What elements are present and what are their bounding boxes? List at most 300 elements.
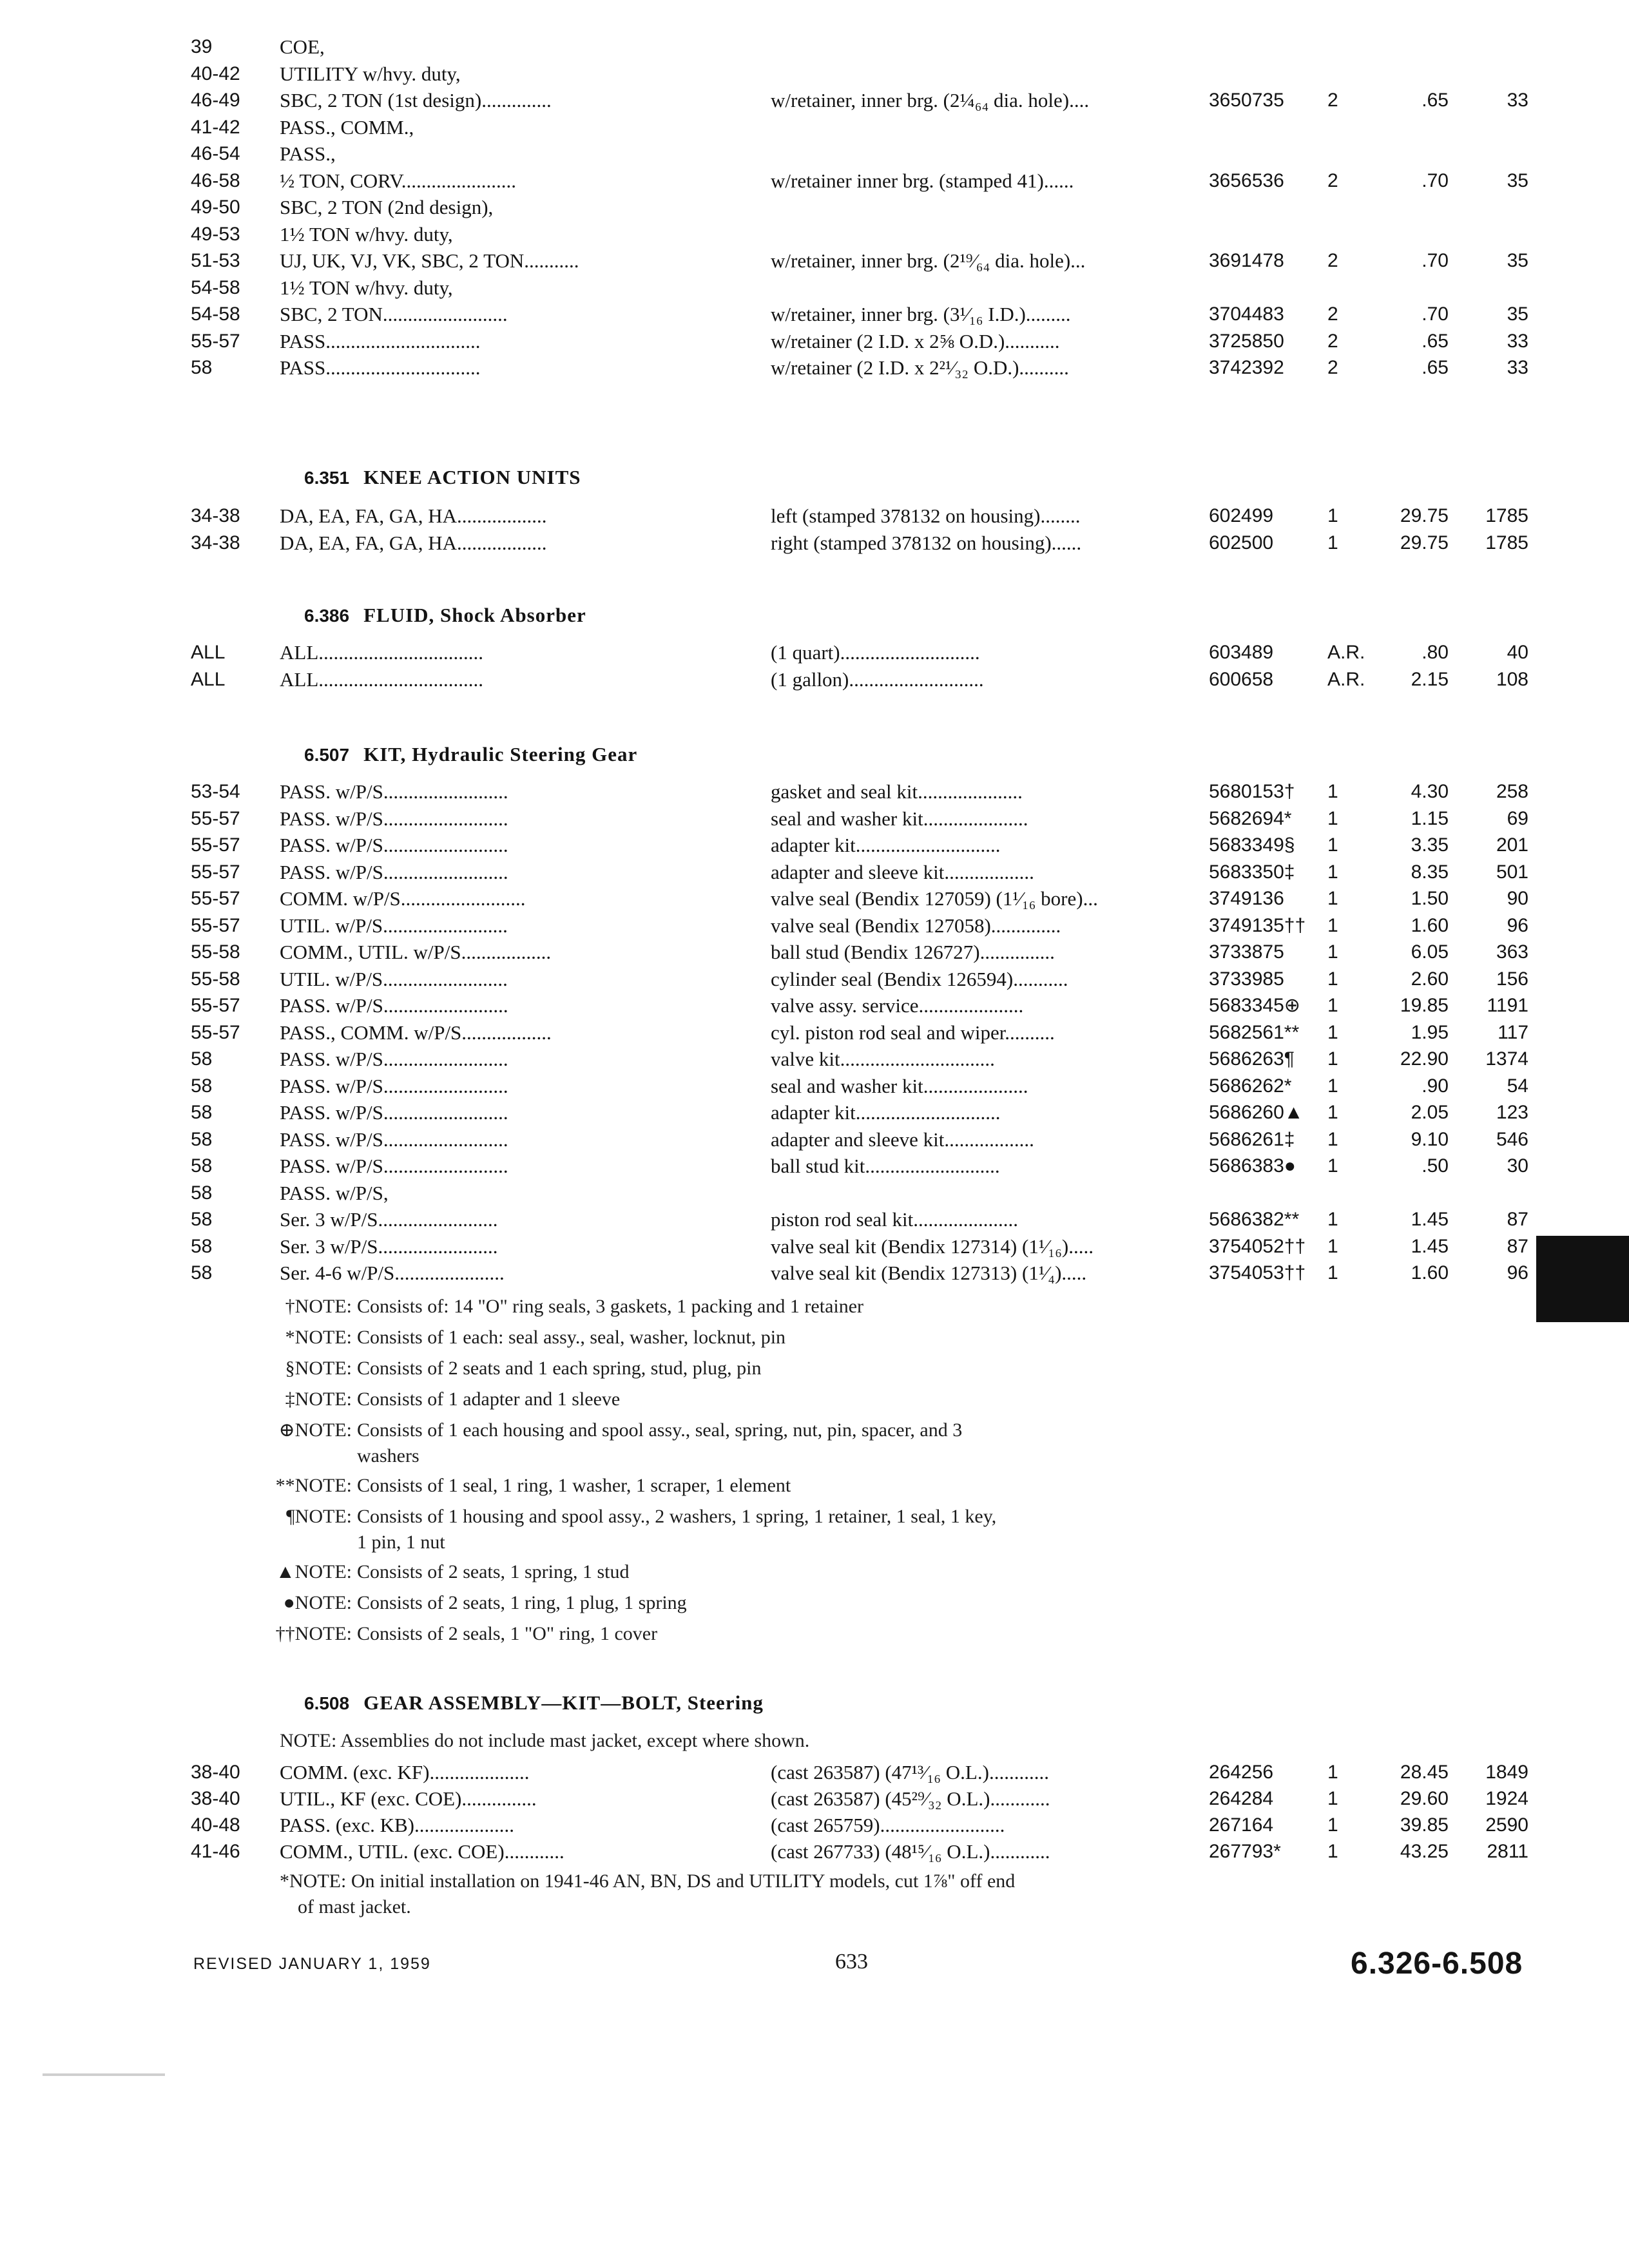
cell-part: 264256 <box>1209 1762 1274 1783</box>
table-row <box>0 1153 1629 1180</box>
footnote-mark: **NOTE: <box>275 1475 352 1496</box>
table-row <box>0 912 1629 939</box>
cell-part: 5683349§ <box>1209 834 1295 856</box>
cell-code: 35 <box>1507 250 1528 271</box>
cell-qty: 1 <box>1327 834 1338 856</box>
cell-code: 1785 <box>1485 505 1528 526</box>
cell-model: PASS. w/P/S......................... <box>280 860 508 883</box>
cell-part: 3656536 <box>1209 169 1284 191</box>
mast-jacket-note <box>280 1869 1246 1920</box>
footnote <box>238 1621 1205 1647</box>
cell-qty: 1 <box>1327 1262 1338 1283</box>
cell-model: PASS. w/P/S......................... <box>280 780 508 803</box>
cell-code: 117 <box>1498 1021 1528 1043</box>
cell-price: 2.15 <box>1411 669 1449 690</box>
cell-desc: adapter kit............................. <box>771 834 1001 856</box>
cell-desc: adapter kit............................. <box>771 1101 1001 1124</box>
footnote-text: Consists of 1 each housing and spool assy., seal, spring, nut, pin, spacer, and 3 <box>357 1419 963 1441</box>
table-row <box>0 1019 1629 1046</box>
cell-desc: cylinder seal (Bendix 126594)........... <box>771 967 1068 990</box>
cell-desc: (cast 263587) (45²⁹⁄₃₂ O.L.)............ <box>771 1787 1050 1810</box>
table-row <box>0 274 1629 302</box>
footnote <box>238 1387 1205 1412</box>
cell-desc: valve seal kit (Bendix 127313) (1¹⁄₄)..... <box>771 1262 1087 1284</box>
table-row <box>0 1073 1629 1100</box>
footnote-text: Consists of 2 seats, 1 ring, 1 plug, 1 spring <box>357 1592 687 1613</box>
cell-part: 5686263¶ <box>1209 1048 1295 1070</box>
cell-model: PASS. w/P/S......................... <box>280 807 508 830</box>
cell-qty: 2 <box>1327 250 1338 271</box>
cell-qty: 1 <box>1327 995 1338 1016</box>
cell-qty: 1 <box>1327 807 1338 829</box>
cell-year: 46-54 <box>191 143 240 164</box>
cell-year: 58 <box>191 1048 213 1070</box>
section-number: 6.508 <box>304 1693 350 1713</box>
cell-part: 3749136 <box>1209 888 1284 909</box>
cell-qty: 1 <box>1327 1814 1338 1836</box>
table-row <box>0 639 1629 666</box>
cell-code: 96 <box>1507 1262 1528 1283</box>
cell-model: COMM. (exc. KF).................... <box>280 1761 530 1783</box>
cell-code: 69 <box>1507 807 1528 829</box>
cell-year: 53-54 <box>191 781 240 802</box>
cell-qty: 1 <box>1327 1155 1338 1177</box>
cell-year: 58 <box>191 1262 213 1283</box>
cell-model: PASS. w/P/S, <box>280 1181 389 1204</box>
cell-price: .50 <box>1422 1155 1449 1177</box>
cell-qty: 1 <box>1327 1075 1338 1097</box>
cell-price: 4.30 <box>1411 781 1449 802</box>
cell-year: 58 <box>191 1102 213 1123</box>
section-heading-6351 <box>304 463 581 492</box>
table-row <box>0 939 1629 966</box>
cell-qty: 1 <box>1327 1102 1338 1123</box>
section-range: 6.326-6.508 <box>1351 1946 1523 1981</box>
cell-qty: 1 <box>1327 781 1338 802</box>
footnote-continuation: 1 pin, 1 nut <box>357 1532 445 1553</box>
cell-code: 30 <box>1507 1155 1528 1177</box>
scan-mark <box>43 2073 165 2076</box>
cell-year: 55-57 <box>191 861 240 883</box>
table-row <box>0 221 1629 248</box>
cell-price: 1.45 <box>1411 1235 1449 1257</box>
cell-part: 5680153† <box>1209 781 1295 802</box>
cell-desc: valve seal (Bendix 127059) (1¹⁄₁₆ bore)... <box>771 887 1098 910</box>
table-row <box>0 1099 1629 1126</box>
cell-qty: 1 <box>1327 505 1338 526</box>
cell-year: 55-57 <box>191 888 240 909</box>
cell-price: 39.85 <box>1400 1814 1449 1836</box>
cell-desc: valve kit............................... <box>771 1048 995 1070</box>
cell-part: 3650735 <box>1209 90 1284 111</box>
footnote-text: Consists of 2 seats and 1 each spring, stud, plug, pin <box>357 1358 762 1379</box>
cell-desc: ball stud (Bendix 126727)............... <box>771 941 1055 963</box>
cell-qty: 1 <box>1327 968 1338 990</box>
table-row <box>0 1126 1629 1153</box>
cell-qty: 2 <box>1327 169 1338 191</box>
cell-code: 108 <box>1496 669 1528 690</box>
cell-qty: 1 <box>1327 861 1338 883</box>
table-row <box>0 1838 1629 1865</box>
cell-desc: w/retainer, inner brg. (2¼₆₄ dia. hole).... <box>771 89 1090 111</box>
footnote-mark: ¶NOTE: <box>286 1506 352 1527</box>
cell-year: ALL <box>191 669 226 690</box>
table-row <box>0 503 1629 530</box>
cell-year: 40-42 <box>191 62 240 84</box>
section-heading-6386 <box>304 601 586 630</box>
cell-price: 1.50 <box>1411 888 1449 909</box>
table-row <box>0 530 1629 557</box>
cell-price: 1.15 <box>1411 807 1449 829</box>
table-row <box>0 247 1629 274</box>
cell-model: PASS. w/P/S......................... <box>280 1155 508 1177</box>
cell-desc: valve seal kit (Bendix 127314) (1¹⁄₁₆)..... <box>771 1235 1094 1258</box>
cell-price: 22.90 <box>1400 1048 1449 1070</box>
page-number: 633 <box>835 1950 868 1974</box>
footnote <box>238 1418 1205 1469</box>
cell-code: 35 <box>1507 169 1528 191</box>
footnote-text: Consists of 1 each: seal assy., seal, washer, locknut, pin <box>357 1327 786 1348</box>
cell-price: 9.10 <box>1411 1128 1449 1150</box>
table-row <box>0 354 1629 381</box>
cell-year: 55-58 <box>191 968 240 990</box>
table-row <box>0 140 1629 168</box>
cell-qty: 1 <box>1327 888 1338 909</box>
table-row <box>0 1233 1629 1260</box>
cell-price: .70 <box>1422 250 1449 271</box>
footnote-text: Consists of 2 seals, 1 "O" ring, 1 cover <box>357 1623 658 1644</box>
cell-model: COMM., UTIL. (exc. COE)............ <box>280 1840 564 1863</box>
cell-qty: 2 <box>1327 330 1338 352</box>
cell-year: 55-57 <box>191 834 240 856</box>
footnote-mark: ⊕NOTE: <box>278 1419 352 1441</box>
cell-part: 267793* <box>1209 1841 1281 1862</box>
cell-model: DA, EA, FA, GA, HA.................. <box>280 532 547 554</box>
table-row <box>0 859 1629 886</box>
cell-code: 40 <box>1507 642 1528 663</box>
cell-code: 201 <box>1496 834 1528 856</box>
cell-desc: (cast 265759)......................... <box>771 1814 1005 1836</box>
footnote-text: Consists of: 14 "O" ring seals, 3 gaskets, 1 packing and 1 retainer <box>357 1296 864 1317</box>
table-row <box>0 1812 1629 1839</box>
footnote-text: Consists of 1 seal, 1 ring, 1 washer, 1 scraper, 1 element <box>357 1475 791 1496</box>
cell-part: 5686382** <box>1209 1209 1300 1230</box>
thumb-index-tab <box>1536 1236 1629 1322</box>
table-row <box>0 194 1629 221</box>
cell-price: .70 <box>1422 169 1449 191</box>
cell-code: 35 <box>1507 303 1528 325</box>
table-row <box>0 87 1629 114</box>
cell-part: 5683350‡ <box>1209 861 1295 883</box>
section-number: 6.351 <box>304 468 350 488</box>
cell-year: 34-38 <box>191 505 240 526</box>
cell-year: 40-48 <box>191 1814 240 1836</box>
cell-year: 46-49 <box>191 90 240 111</box>
cell-model: PASS., COMM. w/P/S.................. <box>280 1021 552 1044</box>
cell-model: COMM. w/P/S......................... <box>280 887 526 910</box>
cell-model: SBC, 2 TON (1st design).............. <box>280 89 552 111</box>
cell-model: Ser. 4-6 w/P/S...................... <box>280 1262 505 1284</box>
section-title: KIT, Hydraulic Steering Gear <box>363 743 638 765</box>
cell-model: ½ TON, CORV....................... <box>280 169 516 192</box>
table-row <box>0 966 1629 993</box>
table-row <box>0 805 1629 832</box>
cell-price: 19.85 <box>1400 995 1449 1016</box>
cell-qty: 2 <box>1327 303 1338 325</box>
cell-part: 603489 <box>1209 642 1274 663</box>
cell-price: .65 <box>1422 330 1449 352</box>
cell-model: SBC, 2 TON (2nd design), <box>280 196 494 218</box>
table-row <box>0 1759 1629 1786</box>
cell-year: 55-57 <box>191 1021 240 1043</box>
cell-desc: left (stamped 378132 on housing)........ <box>771 505 1081 527</box>
cell-year: 55-57 <box>191 914 240 936</box>
cell-model: PASS. w/P/S......................... <box>280 1048 508 1070</box>
footnote-text: Consists of 1 housing and spool assy., 2 washers, 1 spring, 1 retainer, 1 seal, 1 key, <box>357 1506 997 1527</box>
table-row <box>0 778 1629 805</box>
cell-price: 2.05 <box>1411 1102 1449 1123</box>
cell-price: 1.45 <box>1411 1209 1449 1230</box>
cell-year: 49-53 <box>191 223 240 245</box>
cell-desc: adapter and sleeve kit.................. <box>771 1128 1034 1151</box>
cell-part: 267164 <box>1209 1814 1274 1836</box>
cell-model: Ser. 3 w/P/S........................ <box>280 1208 498 1231</box>
cell-qty: A.R. <box>1327 669 1365 690</box>
cell-qty: 1 <box>1327 1128 1338 1150</box>
cell-model: PASS. w/P/S......................... <box>280 1128 508 1151</box>
table-row <box>0 114 1629 141</box>
cell-year: 39 <box>191 36 213 57</box>
cell-code: 363 <box>1496 941 1528 963</box>
cell-model: ALL................................. <box>280 668 484 691</box>
cell-price: .65 <box>1422 90 1449 111</box>
footnote <box>238 1325 1205 1350</box>
cell-year: 54-58 <box>191 276 240 298</box>
cell-desc: (1 quart)............................ <box>771 641 980 664</box>
cell-price: 1.60 <box>1411 914 1449 936</box>
cell-model: UTIL., KF (exc. COE)............... <box>280 1787 537 1810</box>
footnote-mark: *NOTE: <box>285 1327 352 1348</box>
footnote-mark: †NOTE: <box>285 1296 352 1317</box>
cell-code: 2811 <box>1487 1841 1528 1862</box>
table-row <box>0 832 1629 859</box>
cell-model: 1½ TON w/hvy. duty, <box>280 222 453 245</box>
cell-year: 58 <box>191 1155 213 1177</box>
cell-code: 156 <box>1496 968 1528 990</box>
cell-qty: 2 <box>1327 357 1338 378</box>
cell-code: 501 <box>1496 861 1528 883</box>
cell-model: PASS. w/P/S......................... <box>280 994 508 1017</box>
cell-model: PASS............................... <box>280 356 481 379</box>
cell-model: DA, EA, FA, GA, HA.................. <box>280 505 547 527</box>
table-row <box>0 301 1629 328</box>
cell-desc: w/retainer inner brg. (stamped 41)...... <box>771 169 1074 192</box>
cell-desc: valve seal (Bendix 127058).............. <box>771 914 1061 937</box>
cell-part: 3691478 <box>1209 250 1284 271</box>
cell-code: 1849 <box>1485 1762 1528 1783</box>
section-heading-6507 <box>304 740 637 769</box>
cell-desc: ball stud kit........................... <box>771 1155 1000 1177</box>
section-heading-6508 <box>304 1688 764 1718</box>
cell-price: .80 <box>1422 642 1449 663</box>
cell-part: 3754052†† <box>1209 1235 1306 1257</box>
cell-desc: valve assy. service..................... <box>771 994 1024 1017</box>
cell-model: SBC, 2 TON......................... <box>280 303 508 325</box>
cell-desc: (cast 267733) (48¹⁵⁄₁₆ O.L.)............ <box>771 1840 1050 1863</box>
cell-price: 28.45 <box>1400 1762 1449 1783</box>
table-row <box>0 1206 1629 1233</box>
cell-part: 5686262* <box>1209 1075 1292 1097</box>
cell-desc: (cast 263587) (47¹³⁄₁₆ O.L.)............ <box>771 1761 1049 1783</box>
cell-part: 264284 <box>1209 1788 1274 1809</box>
cell-code: 96 <box>1507 914 1528 936</box>
cell-model: COMM., UTIL. w/P/S.................. <box>280 941 552 963</box>
cell-price: 8.35 <box>1411 861 1449 883</box>
footnote-text: Consists of 1 adapter and 1 sleeve <box>357 1389 621 1410</box>
cell-model: PASS. w/P/S......................... <box>280 1101 508 1124</box>
cell-model: Ser. 3 w/P/S........................ <box>280 1235 498 1258</box>
cell-year: 38-40 <box>191 1788 240 1809</box>
footnote <box>238 1356 1205 1381</box>
cell-qty: 1 <box>1327 1209 1338 1230</box>
cell-model: PASS. (exc. KB).................... <box>280 1814 514 1836</box>
table-row <box>0 328 1629 355</box>
cell-year: 38-40 <box>191 1762 240 1783</box>
cell-qty: 1 <box>1327 1048 1338 1070</box>
cell-part: 5686261‡ <box>1209 1128 1295 1150</box>
cell-year: 49-50 <box>191 197 240 218</box>
cell-price: 2.60 <box>1411 968 1449 990</box>
cell-desc: (1 gallon)........................... <box>771 668 984 691</box>
cell-year: 58 <box>191 1075 213 1097</box>
cell-code: 1924 <box>1485 1788 1528 1809</box>
cell-price: 43.25 <box>1400 1841 1449 1862</box>
cell-part: 602500 <box>1209 532 1274 553</box>
cell-model: UJ, UK, VJ, VK, SBC, 2 TON........... <box>280 249 579 272</box>
cell-qty: 1 <box>1327 1235 1338 1257</box>
cell-year: 58 <box>191 1182 213 1204</box>
cell-model: ALL................................. <box>280 641 484 664</box>
cell-price: 3.35 <box>1411 834 1449 856</box>
cell-price: 29.75 <box>1400 532 1449 553</box>
cell-code: 54 <box>1507 1075 1528 1097</box>
cell-qty: 1 <box>1327 1762 1338 1783</box>
cell-year: 55-58 <box>191 941 240 963</box>
cell-price: .70 <box>1422 303 1449 325</box>
table-row <box>0 168 1629 195</box>
cell-qty: 1 <box>1327 532 1338 553</box>
cell-desc: w/retainer (2 I.D. x 2²¹⁄₃₂ O.D.).......... <box>771 356 1069 379</box>
cell-model: 1½ TON w/hvy. duty, <box>280 276 453 299</box>
cell-price: 29.60 <box>1400 1788 1449 1809</box>
cell-part: 602499 <box>1209 505 1274 526</box>
cell-model: PASS. w/P/S......................... <box>280 834 508 856</box>
cell-part: 5683345⊕ <box>1209 995 1300 1016</box>
mast-jacket-note-line-1: *NOTE: On initial installation on 1941-46 AN, BN, DS and UTILITY models, cut 1⅞" off end <box>280 1870 1016 1892</box>
cell-code: 2590 <box>1485 1814 1528 1836</box>
cell-part: 3742392 <box>1209 357 1284 378</box>
cell-year: 51-53 <box>191 250 240 271</box>
table-row <box>0 61 1629 88</box>
cell-code: 1785 <box>1485 532 1528 553</box>
cell-model: PASS., COMM., <box>280 115 414 139</box>
cell-model: UTIL. w/P/S......................... <box>280 967 508 990</box>
cell-year: 58 <box>191 357 213 378</box>
footnote-mark: ‡NOTE: <box>285 1389 352 1410</box>
table-row <box>0 1180 1629 1207</box>
table-row <box>0 992 1629 1019</box>
cell-year: ALL <box>191 642 226 663</box>
cell-code: 87 <box>1507 1235 1528 1257</box>
cell-qty: 2 <box>1327 90 1338 111</box>
cell-model: UTILITY w/hvy. duty, <box>280 62 461 85</box>
cell-price: .90 <box>1422 1075 1449 1097</box>
cell-code: 33 <box>1507 357 1528 378</box>
cell-code: 33 <box>1507 330 1528 352</box>
cell-part: 3733875 <box>1209 941 1284 963</box>
cell-desc: gasket and seal kit..................... <box>771 780 1023 803</box>
cell-qty: 1 <box>1327 941 1338 963</box>
footnote-mark: ††NOTE: <box>275 1623 352 1644</box>
cell-desc: seal and washer kit..................... <box>771 1074 1028 1097</box>
cell-part: 3704483 <box>1209 303 1284 325</box>
footnote <box>238 1504 1205 1555</box>
section-title: FLUID, Shock Absorber <box>363 604 586 626</box>
footnote-mark: ▲NOTE: <box>275 1561 352 1582</box>
cell-part: 3754053†† <box>1209 1262 1306 1283</box>
table-row <box>0 885 1629 912</box>
section-title: GEAR ASSEMBLY—KIT—BOLT, Steering <box>363 1691 764 1714</box>
cell-part: 3725850 <box>1209 330 1284 352</box>
cell-desc: cyl. piston rod seal and wiper.......... <box>771 1021 1055 1044</box>
cell-year: 55-57 <box>191 807 240 829</box>
cell-model: PASS. w/P/S......................... <box>280 1074 508 1097</box>
section-number: 6.507 <box>304 745 350 765</box>
cell-year: 55-57 <box>191 330 240 352</box>
cell-part: 3749135†† <box>1209 914 1306 936</box>
cell-year: 58 <box>191 1209 213 1230</box>
cell-year: 41-46 <box>191 1841 240 1862</box>
cell-desc: w/retainer (2 I.D. x 2⅝ O.D.)........... <box>771 329 1060 352</box>
table-row <box>0 1785 1629 1812</box>
cell-desc: piston rod seal kit..................... <box>771 1208 1019 1231</box>
cell-price: 1.60 <box>1411 1262 1449 1283</box>
cell-part: 600658 <box>1209 669 1274 690</box>
footnote <box>238 1294 1205 1320</box>
cell-year: 58 <box>191 1235 213 1257</box>
cell-code: 123 <box>1496 1102 1528 1123</box>
cell-desc: right (stamped 378132 on housing)...... <box>771 532 1082 554</box>
cell-part: 5686383● <box>1209 1155 1296 1177</box>
cell-qty: 1 <box>1327 1021 1338 1043</box>
footnote-text: Consists of 2 seats, 1 spring, 1 stud <box>357 1561 630 1582</box>
cell-model: PASS............................... <box>280 329 481 352</box>
cell-code: 546 <box>1496 1128 1528 1150</box>
cell-desc: w/retainer, inner brg. (2¹⁹⁄₆₄ dia. hole)... <box>771 249 1086 272</box>
gear-assembly-note: NOTE: Assemblies do not include mast jacket, except where shown. <box>280 1730 810 1751</box>
cell-model: COE, <box>280 35 325 58</box>
cell-year: 54-58 <box>191 303 240 325</box>
cell-code: 90 <box>1507 888 1528 909</box>
cell-code: 1191 <box>1487 995 1528 1016</box>
cell-part: 5686260▲ <box>1209 1102 1304 1123</box>
cell-desc: adapter and sleeve kit.................. <box>771 860 1034 883</box>
cell-code: 33 <box>1507 90 1528 111</box>
cell-price: 29.75 <box>1400 505 1449 526</box>
mast-jacket-note-line-2: of mast jacket. <box>298 1896 411 1917</box>
cell-part: 5682694* <box>1209 807 1292 829</box>
cell-qty: 1 <box>1327 1788 1338 1809</box>
